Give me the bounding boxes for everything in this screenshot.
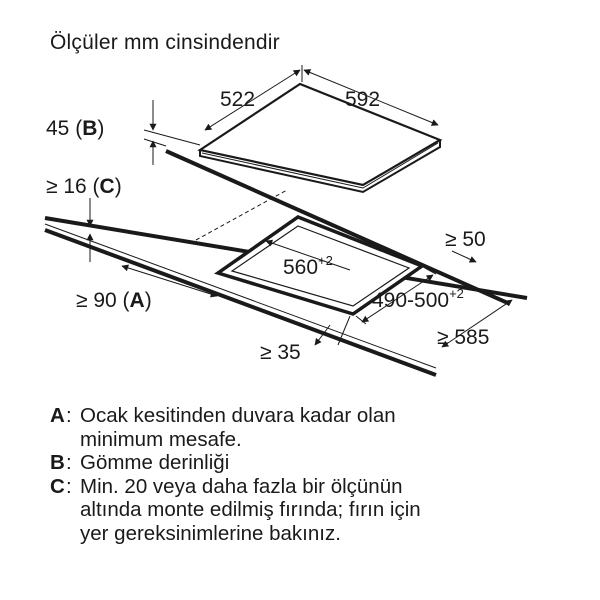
legend-key: C [50, 474, 65, 498]
dim-560-label: $560^{+2}$ [283, 253, 333, 279]
legend-line: Min. 20 veya daha fazla bir ölçünün [80, 474, 403, 498]
dim-16c-label: ≥ 16 (C) [46, 175, 122, 198]
legend-item-b: B : Gömme derinliği [50, 451, 590, 475]
legend-key: B [50, 451, 65, 474]
legend-line: Ocak kesitinden duvara kadar olan [80, 404, 396, 427]
legend-line: minimum mesafe. [80, 427, 242, 451]
units-note: Ölçüler mm cinsindendir [50, 31, 280, 54]
dim-35-label: ≥ 35 [260, 341, 301, 364]
dim-522-label: 522 [220, 88, 256, 111]
dim-ext-line [144, 139, 166, 146]
dim-490-label: $490-500^{+2}$ [372, 286, 464, 312]
dim-wall-distance [445, 228, 486, 262]
dim-592-label: 592 [345, 88, 381, 111]
legend-line: yer gereksinimlerine bakınız. [80, 521, 341, 545]
legend-line: Gömme derinliği [80, 451, 230, 474]
dim-50-arrow [452, 251, 476, 262]
dim-50-label: ≥ 50 [445, 228, 486, 251]
dim-90a-label: ≥ 90 (A) [76, 289, 152, 312]
legend-key: A [50, 404, 65, 427]
legend-item-a: A : Ocak kesitinden duvara kadar olan minimum mesafe. [50, 404, 590, 451]
dim-585-label: ≥ 585 [437, 326, 490, 349]
legend-line: altında monte edilmiş fırında; fırın için [80, 498, 421, 521]
legend [50, 404, 590, 545]
dim-ext-line [144, 130, 200, 145]
legend-item-c: C : Min. 20 veya daha fazla bir ölçünün altında monte edilmiş fırında; fırın için yer gereksinimlerine bakınız. [50, 475, 590, 546]
dim-45b-label: 45 (B) [46, 117, 105, 140]
dim-front-edge [76, 266, 217, 312]
